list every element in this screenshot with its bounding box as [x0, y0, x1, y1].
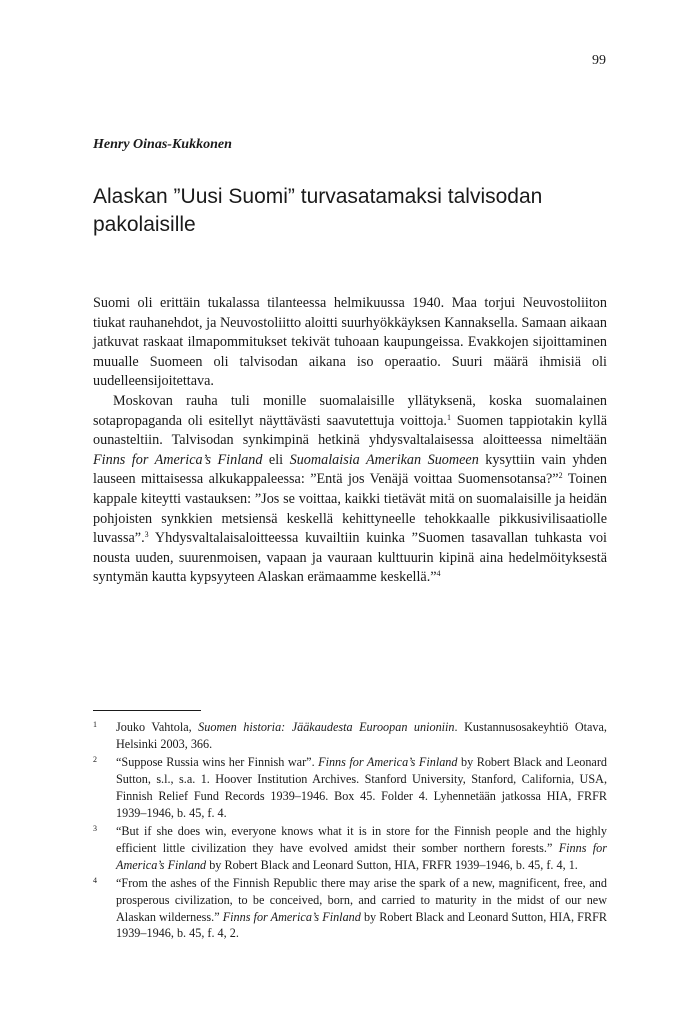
italic-title: Finns for America’s Finland — [116, 840, 608, 872]
article-body — [93, 294, 607, 588]
text-run: eli — [262, 451, 290, 468]
text-run: by Robert Black and Leonard Sutton, s.l., s.a. 1. Hoover Institution Archives. Stanford University, Stanford, California, USA, Finnish Relief Fund Records 1939–1946. Box 45. Folder 4. Lyhennetään jatkossa HIA, FRFR 1939–1946, b. 45, f. 4. — [116, 755, 607, 820]
text-run: Yhdysvaltalaisaloitteessa kuvailtiin kuinka ”Suomen tasavallan tuhkasta voi nousta uuden, suurenmoisen, vapaan ja vauraan kulttuurin kipinä aina hedelmöityksestä syntymän kautta kypsyyteen Alaskan erämaamme keskellä.” — [93, 530, 607, 586]
text-run: Toinen kappale kiteytti vastauksen: ”Jos se voittaa, kaikki tietävät mitä on suomalaisille ja heidän pohjoisten synkkien metsiensä keskellä kehittyneelle tehokkaalle pikkusivilisaatiolle luvassa”. — [93, 471, 607, 547]
footnote-reference: 4 — [436, 569, 441, 579]
footnote-reference: 1 — [446, 412, 451, 422]
footnote-text — [116, 719, 607, 752]
footnote — [93, 719, 607, 752]
footnote — [93, 754, 607, 821]
footnote — [93, 875, 607, 942]
text-run: “But if she does win, everyone knows what it is in store for the Finnish people and the highly efficient little civilization they have evolved amidst their somber northern forests.” — [116, 824, 607, 855]
text-run: . Kustannusosakeyhtiö Otava, Helsinki 2003, 366. — [116, 720, 607, 751]
text-run: Suomen tappiotakin kyllä ounasteltiin. Talvisodan synkimpinä hetkinä yhdysvaltalaisessa aloitteessa nimeltään — [93, 412, 607, 449]
footnote-reference: 3 — [144, 530, 149, 540]
text-run: “From the ashes of the Finnish Republic there may arise the spark of a new, magnificent, free, and prosperous civilization, to be conceived, born, and carried to maturity in the midst of our new Alaskan wilderness.” — [116, 876, 607, 924]
italic-title: Finns for America’s Finland — [93, 451, 263, 468]
footnote-number: 3 — [93, 824, 97, 834]
footnote-number: 1 — [93, 720, 97, 729]
text-run: Moskovan rauha tuli monille suomalaisille yllätyksenä, koska suomalainen sotapropaganda oli esitellyt näyttävästi saavutettuja voittoja. — [93, 392, 607, 429]
italic-title: Suomen historia: Jääkaudesta Euroopan unioniin — [198, 720, 455, 734]
footnote-number: 4 — [93, 876, 97, 886]
body-paragraph — [93, 294, 607, 392]
text-run: by Robert Black and Leonard Sutton, HIA, FRFR 1939–1946, b. 45, f. 4, 2. — [116, 909, 607, 941]
text-run: by Robert Black and Leonard Sutton, HIA, FRFR 1939–1946, b. 45, f. 4, 1. — [206, 857, 578, 872]
footnote-divider — [93, 710, 201, 711]
italic-title: Finns for America’s Finland — [222, 909, 361, 924]
text-run: “Suppose Russia wins her Finnish war”. — [116, 755, 319, 770]
footnotes — [93, 719, 607, 944]
footnote-reference: 2 — [558, 471, 563, 481]
footnote-text — [116, 754, 607, 821]
italic-title: Suomalaisia Amerikan Suomeen — [289, 451, 479, 468]
text-run: Jouko Vahtola, — [116, 720, 199, 734]
footnote-text — [116, 823, 607, 873]
text-run: Suomi oli erittäin tukalassa tilanteessa helmikuussa 1940. Maa torjui Neuvostoliiton tiukat rauhanehdot, ja Neuvostoliitto aloitti suurhyökkäyksen Kannaksella. Samaan aikaan jatkuvat raskaat ilmapommitukset tekivät tuhoaan kaupungeissa. Evakkojen sijoittaminen muualle Suomeen oli talvisodan aikana iso operaatio. Suuri määrä ihmisiä oli uudelleensijoitettava. — [93, 295, 607, 390]
body-paragraph — [93, 392, 607, 588]
article-title: Alaskan ”Uusi Suomi” turvasatamaksi talvisodan pakolaisille — [93, 185, 543, 236]
text-run: kysyttiin vain yhden lauseen mittaisessa alkukappaleessa: ”Entä jos Venäjä voittaa Suomensotansa?” — [93, 451, 607, 488]
page-number: 99 — [592, 53, 606, 68]
footnote-number: 2 — [93, 755, 97, 765]
italic-title: Finns for America’s Finland — [318, 755, 458, 770]
author-name: Henry Oinas-Kukkonen — [93, 137, 232, 152]
footnote — [93, 823, 607, 873]
footnote-text — [116, 875, 607, 942]
